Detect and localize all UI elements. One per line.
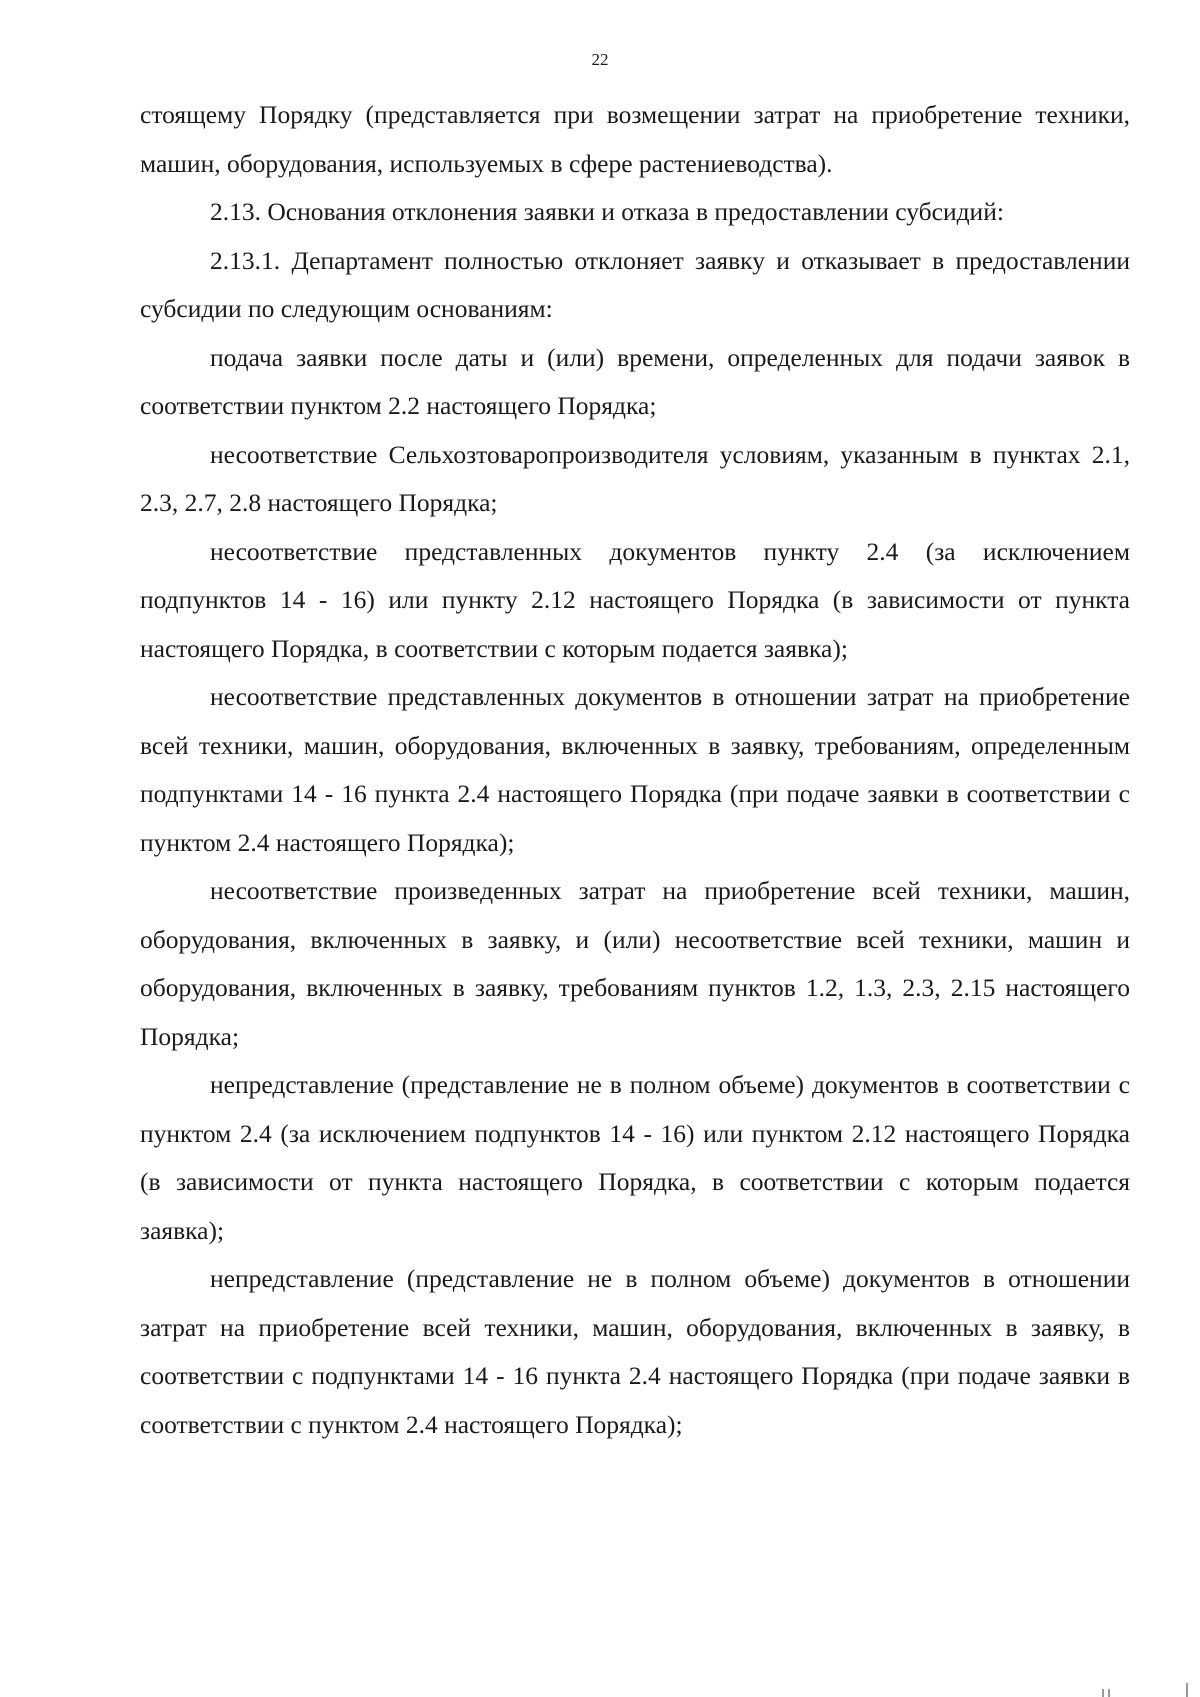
scan-edge-marks [1080,1681,1200,1697]
scan-mark [1102,1689,1104,1697]
paragraph-ground-late-submission: подача заявки после даты и (или) времени, определенных для подачи заявок в соответствии пунктом 2.2 настоящего Порядка; [140,342,1130,420]
document-body [140,91,1130,1449]
page-number: 22 [591,50,609,69]
scan-mark [1108,1689,1110,1697]
paragraph-ground-missing-equipment-documents: непредставление (представление не в полном объеме) документов в отношении затрат на приобретение всей техники, машин, оборудования, включенных в заявку, в соответствии с подпунктами 14 - 16 пункта 2.4 настоящего Порядка (при подаче заявки в соответствии с пунктом 2.4 настоящего Порядка); [140,1264,1130,1439]
paragraph-ground-missing-documents: непредставление (представление не в полном объеме) документов в соответствии с пунктом 2.4 (за исключением подпунктов 14 - 16) или пунктом 2.12 настоящего Порядка (в зависимости от пункта настоящего Порядка, в соответствии с которым подается заявка); [140,1070,1130,1245]
paragraph-continuation: стоящему Порядку (представляется при возмещении затрат на приобретение техники, машин, оборудования, используемых в сфере растениеводства). [140,100,1130,178]
paragraph-ground-costs-mismatch: несоответствие произведенных затрат на приобретение всей техники, машин, оборудования, включенных в заявку, и (или) несоответствие всей техники, машин и оборудования, включенных в заявку, требованиям пунктов 1.2, 1.3, 2.3, 2.15 настоящего Порядка; [140,876,1130,1051]
paragraph-ground-producer-conditions: несоответствие Сельхозтоваропроизводителя условиям, указанным в пунктах 2.1, 2.3, 2.7, 2.8 настоящего Порядка; [140,439,1130,517]
scan-mark [1186,1683,1188,1697]
paragraph-subsection-intro: 2.13.1. Департамент полностью отклоняет заявку и отказывает в предоставлении субсидии по следующим основаниям: [140,245,1130,323]
paragraph-ground-documents-mismatch: несоответствие представленных документов пункту 2.4 (за исключением подпунктов 14 - 16) или пункту 2.12 настоящего Порядка (в зависимости от пункта настоящего Порядка, в соответствии с которым подается заявка); [140,536,1130,663]
paragraph-ground-equipment-documents: несоответствие представленных документов в отношении затрат на приобретение всей техники, машин, оборудования, включенных в заявку, требованиям, определенным подпунктами 14 - 16 пункта 2.4 настоящего Порядка (при подаче заявки в соответствии с пунктом 2.4 настоящего Порядка); [140,682,1130,857]
paragraph-section-heading: 2.13. Основания отклонения заявки и отказа в предоставлении субсидий: [210,197,1004,226]
